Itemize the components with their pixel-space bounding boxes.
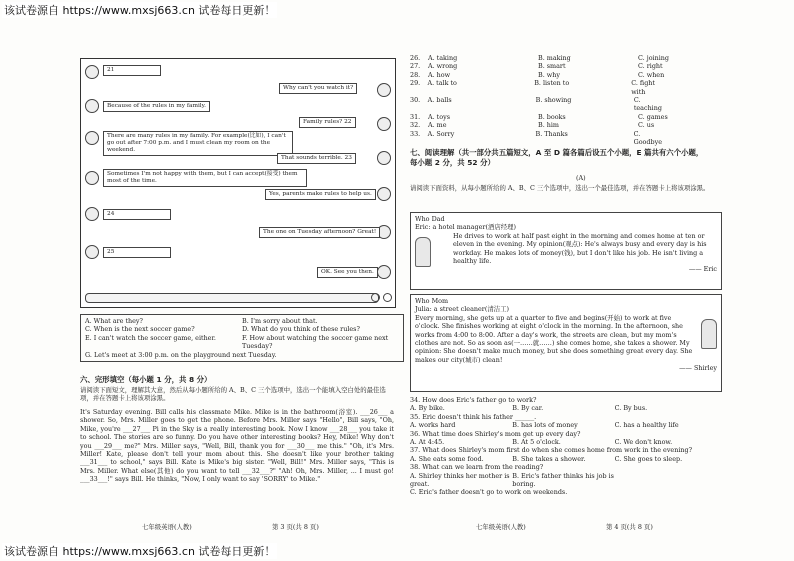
avatar-icon — [377, 187, 391, 201]
option-c: C. When is the next soccer game? — [85, 325, 195, 334]
question-options: A. Shirley thinks her mother is great. B. Eric's father thinks his job is boring. — [410, 471, 614, 489]
chat-input-bar[interactable] — [85, 293, 379, 303]
chat-bubble: The one on Tuesday afternoon? Great! — [259, 227, 380, 238]
chat-bubble: 24 — [103, 209, 171, 220]
cloze-title: 六、完形填空（每小题 1 分，共 8 分） — [80, 375, 212, 384]
add-icon[interactable] — [383, 293, 392, 302]
question: 37. What does Shirley's mom first do when she comes home from work in the evening? — [410, 446, 693, 455]
options-box — [80, 314, 404, 362]
footer-course: 七年级英语(人教) — [476, 523, 526, 531]
reading-title: 七、阅读理解（共一部分共五篇短文，A 至 D 篇各篇后设五个小题，E 篇共有六个小题，每小题 2 分，共 52 分） — [410, 148, 704, 167]
avatar-icon — [377, 117, 391, 131]
avatar-icon — [377, 83, 391, 97]
chat-bubble: OK. See you then. — [317, 267, 378, 278]
cloze-answer-row: 29. A. talk to B. listen to C. fight with — [410, 79, 655, 96]
avatar-icon — [377, 151, 391, 165]
cloze-answer-row: 26. A. taking B. making C. joining — [410, 54, 669, 62]
man-figure-icon — [415, 237, 431, 267]
dad-text: He drives to work at half past eight in the morning and comes home at ten or eleven in the evening. My opinion(观点): He's always busy and every day is his workday. He makes lots of money(钱), but I don't like his job. He isn't living a healthy life. — [453, 231, 707, 266]
cloze-intro: 请阅读下面短文，理解其大意，然后从每小题所给的 A、B、C 三个选项中，选出一个能填入空白处的最佳选项，并在答题卡上将该项涂黑。 — [80, 386, 386, 403]
reading-section: (A) — [576, 174, 586, 182]
question-options: A. By bike. B. By car. C. By bus. — [410, 404, 648, 413]
mom-box — [410, 294, 722, 392]
question-options: A. works hard B. has lots of money C. has a healthy life — [410, 421, 679, 430]
cloze-answer-row: 27. A. wrong B. smart C. right — [410, 62, 663, 71]
chat-bubble: Because of the rules in my family. — [103, 101, 210, 112]
question: 38. What can we learn from the reading? — [410, 463, 544, 472]
dad-sign: —— Eric — [688, 265, 717, 274]
mom-sign: —— Shirley — [679, 364, 717, 373]
avatar-icon — [85, 171, 99, 185]
avatar-icon — [85, 207, 99, 221]
watermark-top: 该试卷源自 https://www.mxsj663.cn 试卷每日更新！ — [4, 4, 276, 17]
cleaner-figure-icon — [701, 319, 717, 349]
footer-page: 第 3 页(共 8 页) — [272, 523, 319, 531]
question-options: A. At 4:45. B. At 5 o'clock. C. We don't know. — [410, 438, 673, 447]
question-list — [410, 396, 720, 497]
chat-bubble: Sometimes I'm not happy with them, but I can accept(接受) them most of the time. — [103, 169, 307, 187]
chat-bubble: Yes, parents make rules to help us. — [265, 189, 376, 200]
option-f: F. How about watching the soccer game next Tuesday? — [242, 333, 389, 351]
emoji-icon[interactable] — [371, 293, 380, 302]
option-g: G. Let's meet at 3:00 p.m. on the playground next Tuesday. — [85, 350, 277, 359]
chat-bubble: 21 — [103, 65, 161, 76]
mom-role: Julia: a street cleaner(清洁工) — [415, 305, 509, 314]
footer-page: 第 4 页(共 8 页) — [606, 523, 653, 531]
question: 34. How does Eric's father go to work? — [410, 396, 537, 404]
cloze-answer-row: 30. A. balls B. showing C. teaching — [410, 96, 662, 113]
option-d: D. What do you think of these rules? — [242, 325, 360, 334]
watermark-bottom: 该试卷源自 https://www.mxsj663.cn 试卷每日更新！ — [4, 545, 276, 558]
cloze-answer-row: 33. A. Sorry B. Thanks C. Goodbye — [410, 129, 662, 147]
question: 36. What time does Shirley's mom get up every day? — [410, 429, 581, 438]
cloze-passage: It's Saturday evening. Bill calls his classmate Mike. Mike is in the bathroom(浴室). ___26___ a shower. So, Mrs. Miller goes to get the phone. Before Mrs. Miller says "Hello", Bill says, "Oh, Mike, you're ___27___ Pi in the Sky is a really interesting book. Now I know ___28___ you take it to school. The stories are so funny. Do you have other interesting books? Hey, Mike! Why don't you ___29___ me?" Mrs. Miller says, "Well, Bill, thank you for ___30___ me this." "Oh, it's Mrs. Miller! Kate, please don't tell your mom about this. She doesn't like your brother taking ___31___ to school," says Bill. Kate is Mike's big sister. "Well, Bill!" Mrs. Miller says, "This is Mrs. Miller. What else(其他) do you want to tell ___32___?" "Ah! Oh, Mrs. Miller, ... I must go! ___33___!" says Bill. He thinks, "Now, I only want to say 'SORRY' to Mike." — [80, 408, 394, 484]
chat-bubble: 25 — [103, 247, 171, 258]
option-e: E. I can't watch the soccer game, either. — [85, 333, 216, 342]
right-page — [406, 22, 781, 540]
mom-heading: Who Mom — [415, 297, 449, 305]
dad-heading: Who Dad — [415, 215, 445, 223]
cloze-answer-row: 31. A. toys B. books C. games — [410, 112, 668, 121]
avatar-icon — [85, 99, 99, 113]
dad-role: Eric: a hotel manager(酒店经理) — [415, 223, 517, 232]
chat-bubble: There are many rules in my family. For example(比如), I can't go out after 7:00 p.m. and I must clean my room on the weekend. — [103, 131, 293, 156]
option-a: A. What are they? — [85, 317, 143, 325]
cloze-answer-row: 28. A. how B. why C. when — [410, 70, 665, 79]
question-options: A. She eats some food. B. She takes a shower. C. She goes to sleep. — [410, 454, 683, 463]
cloze-answer-list — [410, 54, 670, 146]
chat-window — [80, 58, 396, 308]
footer-course: 七年级英语(人教) — [142, 523, 192, 531]
mom-text: Every morning, she gets up at a quarter to five and begins(开始) to work at five o'clock. She finishes working at eight o'clock in the morning. In the afternoon, she works from 4:00 to 8:00. After a day's work, the streets are clean, but my mom's clothes are not. So as soon as(一……就……) she comes home, she takes a shower. My opinion: She doesn't make much money, but she does something great every day. She makes our city(城市) clean! — [415, 313, 693, 364]
avatar-icon — [85, 245, 99, 259]
chat-bubble: That sounds terrible. 23 — [277, 153, 356, 164]
left-page — [22, 22, 397, 540]
avatar-icon — [85, 65, 99, 79]
question-option: C. Eric's father doesn't go to work on weekends. — [410, 488, 568, 497]
cloze-answer-row: 32. A. me B. him C. us — [410, 121, 655, 130]
option-b: B. I'm sorry about that. — [242, 317, 318, 325]
question: 35. Eric doesn't think his father ______. — [410, 412, 537, 421]
avatar-icon — [377, 265, 391, 279]
reading-intro: 请阅读下面资料，从每小题所给的 A、B、C 三个选项中，选出一个最佳选项，并在答题卡上将该项涂黑。 — [410, 184, 710, 192]
dad-box — [410, 212, 722, 290]
avatar-icon — [85, 131, 99, 145]
chat-bubble: Family rules? 22 — [299, 117, 356, 128]
chat-bubble: Why can't you watch it? — [279, 83, 357, 94]
